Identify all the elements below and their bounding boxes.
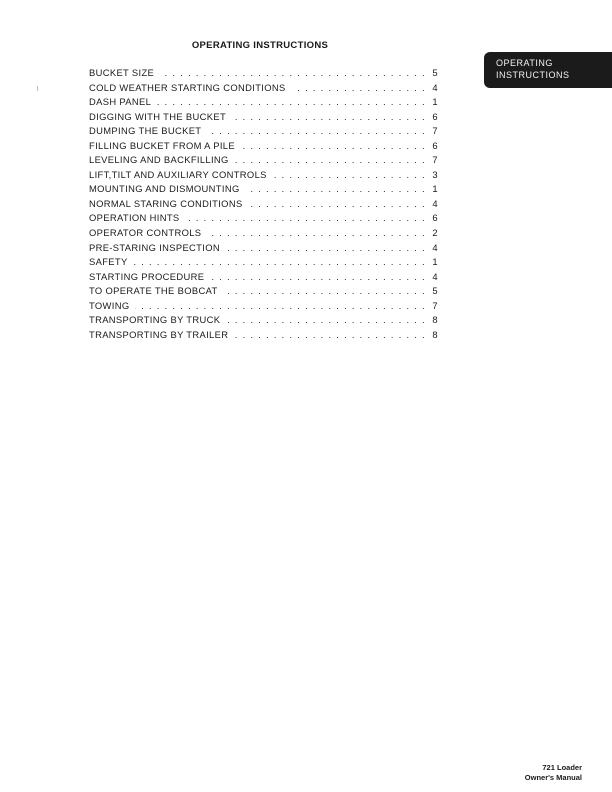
footer-model: 721 Loader bbox=[542, 763, 582, 772]
toc-entry-label: DUMPING THE BUCKET bbox=[89, 125, 202, 137]
toc-entry bbox=[89, 300, 438, 315]
toc-entry-label: DASH PANEL bbox=[89, 96, 152, 108]
table-of-contents bbox=[89, 67, 438, 343]
toc-entry bbox=[89, 271, 438, 286]
toc-dot-leader bbox=[160, 68, 426, 78]
toc-entry-label: PRE-STARING INSPECTION bbox=[89, 241, 220, 253]
manual-footer bbox=[525, 763, 582, 783]
toc-entry bbox=[89, 140, 438, 155]
toc-entry-label: BUCKET SIZE bbox=[89, 67, 155, 78]
toc-entry-page: 5 bbox=[432, 285, 438, 297]
toc-entry-page: 7 bbox=[432, 154, 438, 166]
toc-entry-page: 8 bbox=[432, 314, 438, 326]
toc-entry-page: 4 bbox=[432, 81, 438, 93]
toc-entry bbox=[89, 82, 438, 97]
toc-entry-label: OPERATOR CONTROLS bbox=[89, 227, 202, 239]
toc-entry bbox=[89, 212, 438, 227]
toc-entry-page: 3 bbox=[432, 168, 438, 180]
section-tab-line-2: INSTRUCTIONS bbox=[496, 70, 570, 80]
toc-dot-leader bbox=[207, 126, 426, 136]
toc-entry-label: SAFETY bbox=[89, 256, 128, 268]
toc-entry-page: 5 bbox=[432, 67, 438, 78]
toc-entry-page: 7 bbox=[432, 299, 438, 311]
toc-entry-page: 7 bbox=[432, 125, 438, 137]
toc-entry-page: 4 bbox=[432, 241, 438, 253]
toc-entry-label: FILLING BUCKET FROM A PILE bbox=[89, 139, 235, 151]
toc-entry-label: COLD WEATHER STARTING CONDITIONS bbox=[89, 81, 286, 93]
toc-entry-label: TRANSPORTING BY TRAILER bbox=[89, 328, 229, 340]
toc-dot-leader bbox=[246, 184, 426, 194]
toc-dot-leader bbox=[292, 83, 426, 93]
section-tab bbox=[484, 52, 612, 88]
toc-entry-page: 4 bbox=[432, 270, 438, 282]
toc-entry-page: 1 bbox=[432, 256, 438, 268]
toc-entry bbox=[89, 125, 438, 140]
toc-dot-leader bbox=[234, 330, 426, 340]
footer-manual-name: Owner's Manual bbox=[524, 773, 582, 782]
toc-dot-leader bbox=[157, 97, 426, 107]
toc-entry bbox=[89, 154, 438, 169]
toc-dot-leader bbox=[273, 170, 426, 180]
toc-entry-label: DIGGING WITH THE BUCKET bbox=[89, 110, 227, 122]
section-tab-line-1: OPERATING bbox=[496, 58, 553, 68]
toc-dot-leader bbox=[135, 301, 426, 311]
toc-entry-label: MOUNTING AND DISMOUNTING bbox=[89, 183, 240, 195]
toc-dot-leader bbox=[232, 112, 426, 122]
toc-entry-page: 8 bbox=[432, 328, 438, 340]
toc-entry bbox=[89, 198, 438, 213]
toc-entry-label: TOWING bbox=[89, 299, 130, 311]
scan-artifact bbox=[37, 86, 38, 91]
toc-dot-leader bbox=[226, 243, 426, 253]
toc-dot-leader bbox=[249, 199, 426, 209]
toc-entry bbox=[89, 314, 438, 329]
toc-entry-label: TRANSPORTING BY TRUCK bbox=[89, 314, 221, 326]
toc-entry-label: OPERATION HINTS bbox=[89, 212, 180, 224]
toc-entry-label: STARTING PROCEDURE bbox=[89, 270, 205, 282]
toc-dot-leader bbox=[210, 272, 426, 282]
toc-entry bbox=[89, 169, 438, 184]
toc-entry bbox=[89, 285, 438, 300]
toc-entry bbox=[89, 256, 438, 271]
toc-entry bbox=[89, 96, 438, 111]
toc-dot-leader bbox=[224, 286, 426, 296]
toc-entry bbox=[89, 183, 438, 198]
toc-entry-page: 6 bbox=[432, 139, 438, 151]
toc-entry-label: TO OPERATE THE BOBCAT bbox=[89, 285, 218, 297]
toc-entry bbox=[89, 227, 438, 242]
toc-dot-leader bbox=[134, 257, 426, 267]
toc-dot-leader bbox=[186, 213, 427, 223]
toc-entry-page: 2 bbox=[432, 227, 438, 239]
toc-entry bbox=[89, 242, 438, 257]
toc-entry-label: LIFT,TILT AND AUXILIARY CONTROLS bbox=[89, 168, 267, 180]
toc-entry-page: 4 bbox=[432, 197, 438, 209]
toc-entry-page: 6 bbox=[432, 212, 438, 224]
toc-entry bbox=[89, 67, 438, 82]
toc-entry-label: NORMAL STARING CONDITIONS bbox=[89, 197, 243, 209]
toc-entry bbox=[89, 329, 438, 344]
page-title: OPERATING INSTRUCTIONS bbox=[191, 40, 329, 51]
toc-dot-leader bbox=[207, 228, 426, 238]
toc-dot-leader bbox=[226, 315, 426, 325]
toc-entry-page: 1 bbox=[432, 96, 438, 108]
toc-entry-label: LEVELING AND BACKFILLING bbox=[89, 154, 229, 166]
toc-dot-leader bbox=[241, 141, 426, 151]
toc-entry-page: 1 bbox=[432, 183, 438, 195]
toc-entry-page: 6 bbox=[432, 110, 438, 122]
toc-dot-leader bbox=[235, 155, 426, 165]
toc-entry bbox=[89, 111, 438, 126]
